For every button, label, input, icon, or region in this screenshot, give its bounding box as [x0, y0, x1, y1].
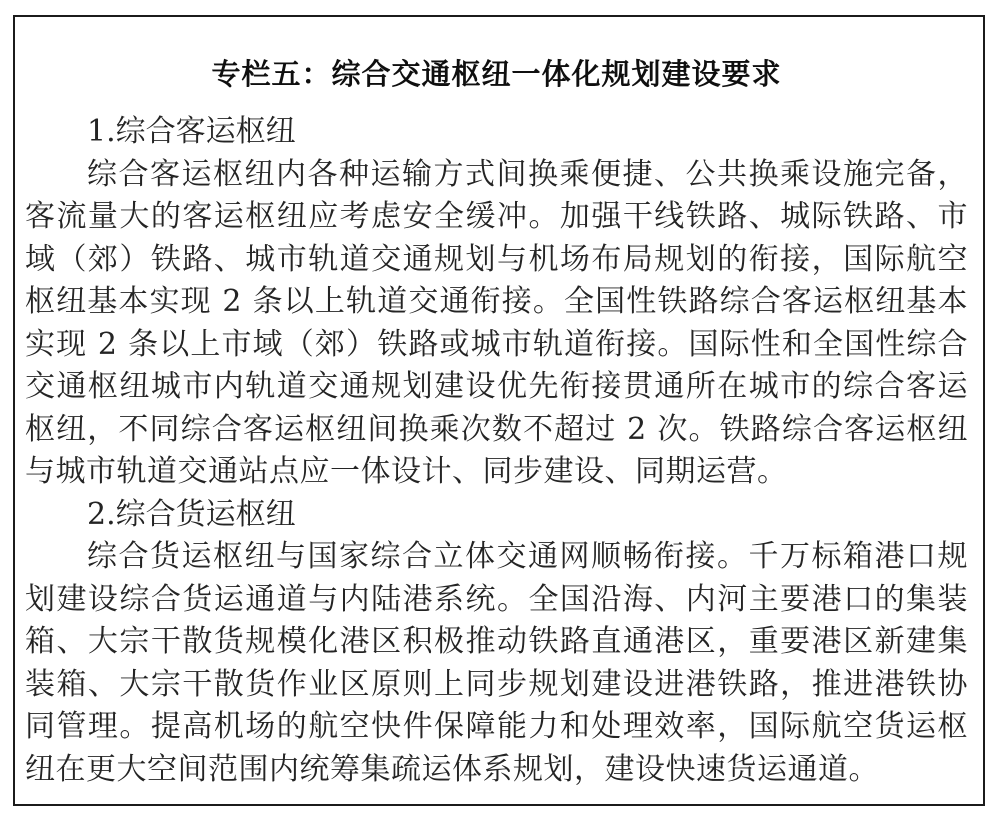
callout-box — [13, 15, 985, 806]
section-2-paragraph: 综合货运枢纽与国家综合立体交通网顺畅衔接。千万标箱港口规划建设综合货运通道与内陆港系统。全国沿海、内河主要港口的集装箱、大宗干散货规模化港区积极推动铁路直通港区，重要港区新建集装箱、大宗干散货作业区原则上同步规划建设进港铁路，推进港铁协同管理。提高机场的航空快件保障能力和处理效率，国际航空货运枢纽在更大空间范围内统筹集疏运体系规划，建设快速货运通道。 — [25, 539, 968, 787]
box-title: 专栏五：综合交通枢纽一体化规划建设要求 — [211, 57, 782, 91]
section-1-paragraph: 综合客运枢纽内各种运输方式间换乘便捷、公共换乘设施完备，客流量大的客运枢纽应考虑安全缓冲。加强干线铁路、城际铁路、市域（郊）铁路、城市轨道交通规划与机场布局规划的衔接，国际航空枢纽基本实现 2 条以上轨道交通衔接。全国性铁路综合客运枢纽基本实现 2 条以上市域（郊）铁路或城市轨道衔接。国际性和全国性综合交通枢纽城市内轨道交通规划建设优先衔接贯通所在城市的综合客运枢纽，不同综合客运枢纽间换乘次数不超过 2 次。铁路综合客运枢纽与城市轨道交通站点应一体设计、同步建设、同期运营。 — [25, 156, 968, 489]
section-2-heading: 2.综合货运枢纽 — [87, 496, 296, 532]
section-1-heading: 1.综合客运枢纽 — [87, 114, 296, 149]
